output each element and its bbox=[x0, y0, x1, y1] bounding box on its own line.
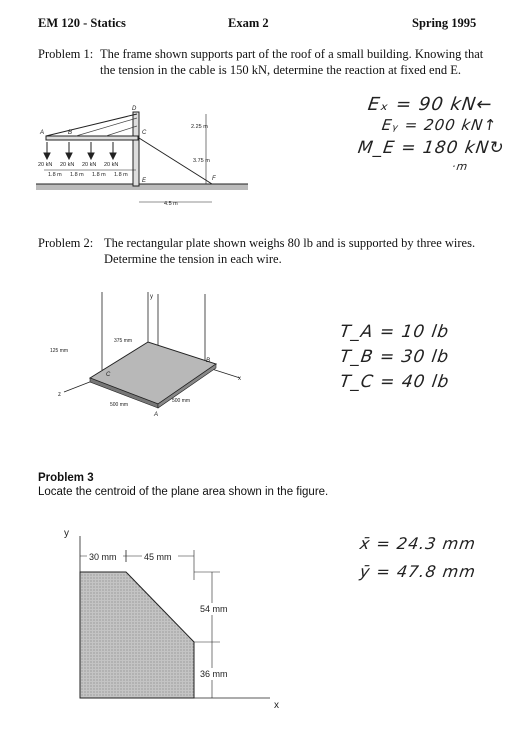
term-title: Spring 1995 bbox=[412, 16, 477, 30]
point-c-label: C bbox=[142, 130, 147, 136]
answer-xbar: x̄ = 24.3 mm bbox=[358, 534, 478, 553]
answer-ex: Eₓ = 90 kN← bbox=[366, 94, 494, 115]
ground-strip bbox=[36, 184, 248, 190]
dim-500b-label: 500 mm bbox=[172, 398, 191, 404]
dim-45-label: 45 mm bbox=[144, 552, 172, 562]
axis-y-label: y bbox=[150, 294, 153, 300]
problem1-line1: The frame shown supports part of the roof of a small building. Knowing that bbox=[100, 47, 484, 61]
axis-x-label: x bbox=[238, 376, 241, 382]
problem2-label: Problem 2: bbox=[38, 236, 94, 250]
exam-title: Exam 2 bbox=[228, 16, 269, 30]
spacing-label: 1.8 m bbox=[70, 172, 84, 178]
load-label: 20 kN bbox=[60, 162, 75, 168]
answer-ta: T_A = 10 lb bbox=[338, 322, 451, 342]
point-b-label: B bbox=[206, 358, 211, 364]
problem3-title: Problem 3 bbox=[38, 472, 94, 484]
answer-tc: T_C = 40 lb bbox=[338, 372, 451, 392]
problem1-line2: the tension in the cable is 150 kN, determine the reaction at fixed end E. bbox=[100, 63, 461, 77]
answer-tb: T_B = 30 lb bbox=[338, 347, 451, 367]
dim-36-label: 36 mm bbox=[200, 669, 228, 679]
load-label: 20 kN bbox=[82, 162, 97, 168]
dim-30-label: 30 mm bbox=[89, 552, 117, 562]
roof-member bbox=[46, 114, 137, 136]
answer-ybar: ȳ = 47.8 mm bbox=[358, 562, 478, 581]
point-f-label: F bbox=[212, 176, 216, 182]
answer-ey: Eᵧ = 200 kN↑ bbox=[380, 116, 499, 134]
dim-125-label: 125 mm bbox=[50, 348, 69, 354]
frame-column bbox=[133, 112, 139, 186]
spacing-label: 1.8 m bbox=[92, 172, 106, 178]
dim-54-label: 54 mm bbox=[200, 604, 228, 614]
point-e-label: E bbox=[142, 178, 147, 184]
axis-y-label: y bbox=[64, 528, 69, 539]
point-c-label: C bbox=[106, 372, 111, 378]
answer-me: M_E = 180 kN↻ bbox=[356, 138, 507, 158]
frame-beam bbox=[46, 136, 138, 140]
dim-500a-label: 500 mm bbox=[110, 402, 129, 408]
axis-z-label: z bbox=[58, 392, 61, 398]
dim-bottom-label: 4.5 m bbox=[164, 201, 178, 207]
problem2-plate-figure bbox=[40, 282, 260, 432]
problem1-frame-figure bbox=[36, 104, 256, 214]
load-label: 20 kN bbox=[104, 162, 119, 168]
point-a-label: A bbox=[40, 130, 45, 136]
point-b-label: B bbox=[68, 130, 73, 136]
answer-me-unit: ·m bbox=[451, 160, 470, 173]
dim-right-label: 3.75 m bbox=[193, 158, 210, 164]
axis-x-label: x bbox=[274, 700, 279, 711]
problem1-label: Problem 1: bbox=[38, 47, 94, 61]
point-d-label: D bbox=[132, 106, 137, 112]
spacing-label: 1.8 m bbox=[114, 172, 128, 178]
problem3-area-figure bbox=[60, 520, 290, 720]
course-title: EM 120 - Statics bbox=[38, 16, 126, 30]
dim-top-label: 2.25 m bbox=[191, 124, 208, 130]
spacing-label: 1.8 m bbox=[48, 172, 62, 178]
problem2-line1: The rectangular plate shown weighs 80 lb and is supported by three wires. bbox=[104, 236, 476, 250]
dim-375-label: 375 mm bbox=[114, 338, 133, 344]
problem3-text: Locate the centroid of the plane area shown in the figure. bbox=[38, 486, 329, 498]
load-label: 20 kN bbox=[38, 162, 53, 168]
problem2-line2: Determine the tension in each wire. bbox=[104, 252, 282, 266]
plane-area-shape bbox=[80, 572, 194, 698]
point-a-label: A bbox=[154, 412, 159, 418]
load-arrows bbox=[44, 142, 116, 159]
